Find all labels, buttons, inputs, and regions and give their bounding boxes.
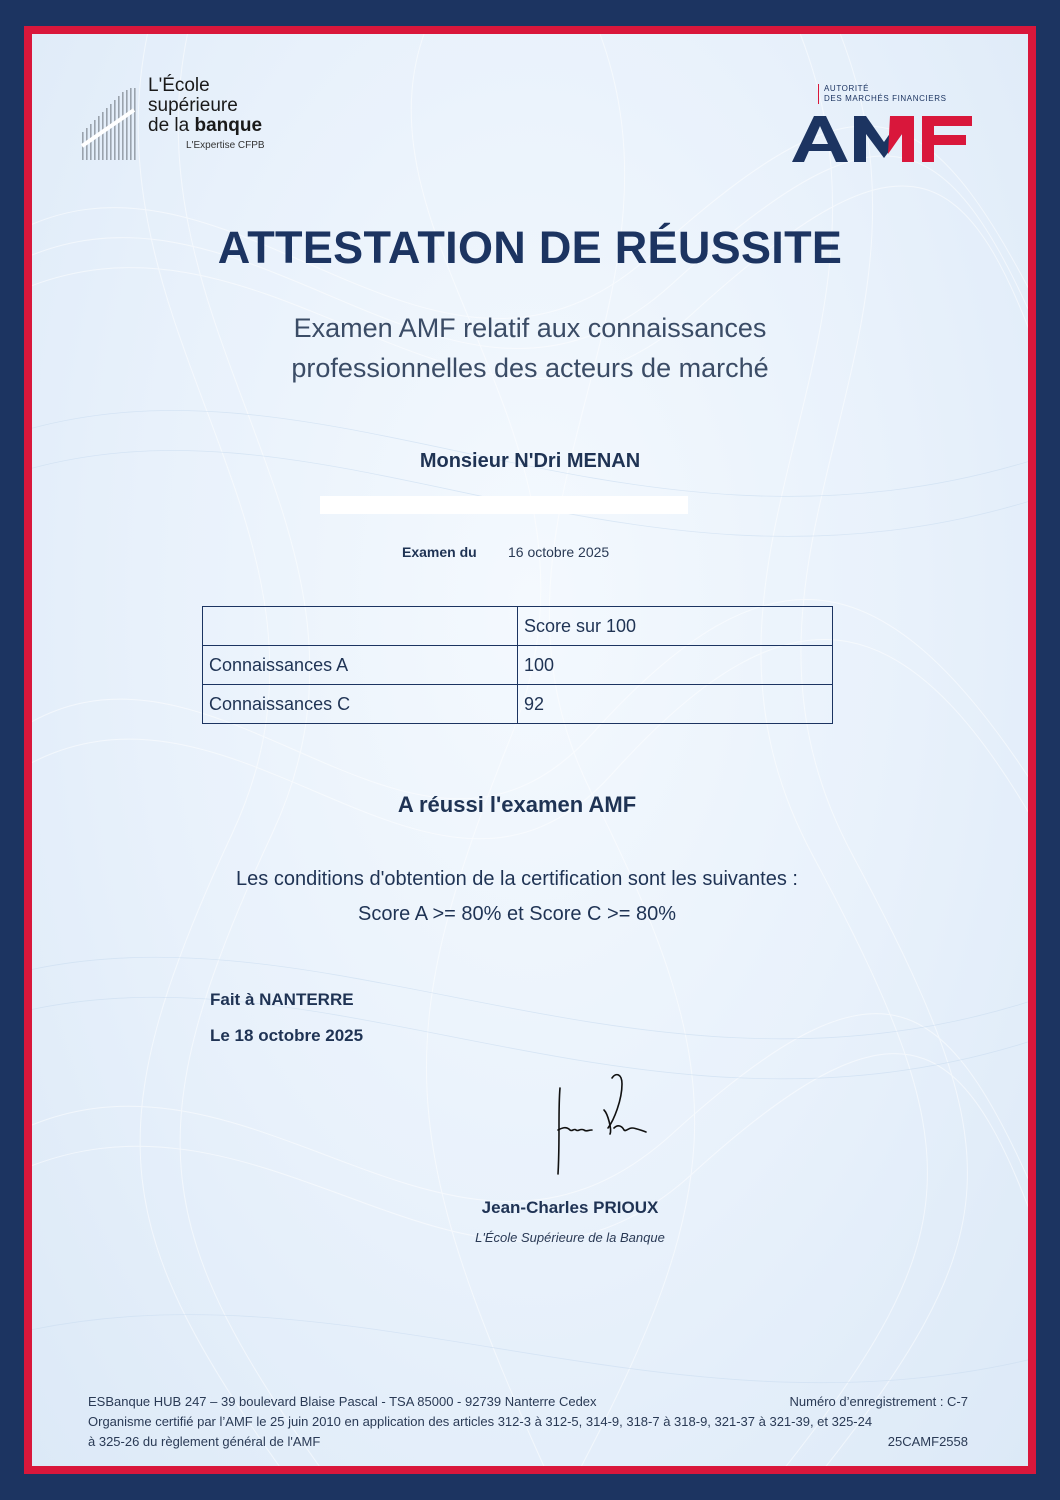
certificate-subtitle [32, 308, 1028, 388]
result-statement: A réussi l'examen AMF [397, 792, 637, 817]
esb-logo [80, 74, 320, 204]
footer-certification-line1: Organisme certifié par l’AMF le 25 juin 2010 en application des articles 312-3 à 312-5, 314-9, 318-7 à 318-9, 321-37 à 321-39, et 325-24 [88, 1414, 873, 1429]
table-cell: 100 [518, 646, 833, 685]
amf-logo-mark-icon [792, 114, 974, 164]
subtitle-line2: professionnelles des acteurs de marché [291, 353, 769, 383]
amf-logo [792, 84, 982, 174]
signature-image [542, 1070, 652, 1180]
table-row [203, 646, 833, 685]
esb-logo-line1: L'École [148, 75, 210, 96]
certificate-title: ATTESTATION DE RÉUSSITE [217, 222, 843, 273]
table-header-cell: Score sur 100 [518, 607, 833, 646]
table-row [203, 685, 833, 724]
table-header-cell [203, 607, 518, 646]
table-cell: Connaissances C [203, 685, 518, 724]
exam-date-value: 16 octobre 2025 [508, 544, 610, 560]
table-header-row [203, 607, 833, 646]
esb-logo-tagline: L'Expertise CFPB [186, 140, 265, 151]
esb-logo-mark-icon [80, 88, 142, 160]
footer-registration: Numéro d’enregistrement : C-7 [789, 1394, 968, 1409]
subtitle-line1: Examen AMF relatif aux connaissances [293, 313, 767, 343]
issue-place: Fait à NANTERRE [210, 990, 354, 1009]
conditions-line1: Les conditions d'obtention de la certification sont les suivantes : [236, 868, 798, 890]
conditions-line2: Score A >= 80% et Score C >= 80% [358, 903, 676, 925]
candidate-name: Monsieur N'Dri MENAN [419, 450, 641, 472]
table-cell: 92 [518, 685, 833, 724]
signatory-name: Jean-Charles PRIOUX [481, 1198, 659, 1217]
signatory-organisation: L'École Supérieure de la Banque [475, 1230, 665, 1245]
exam-date-label: Examen du [402, 544, 477, 560]
scores-table [202, 606, 833, 724]
amf-authority-label [818, 84, 947, 104]
footer-address: ESBanque HUB 247 – 39 boulevard Blaise Pascal - TSA 85000 - 92739 Nanterre Cedex [88, 1394, 597, 1409]
esb-logo-line3-prefix: de la [148, 115, 195, 136]
amf-authority-line2: DES MARCHÉS FINANCIERS [824, 94, 947, 103]
table-cell: Connaissances A [203, 646, 518, 685]
footer-certification-line2: à 325-26 du règlement général de l'AMF [88, 1434, 321, 1449]
issue-date: Le 18 octobre 2025 [210, 1026, 364, 1045]
certificate-paper [32, 34, 1028, 1466]
esb-logo-line2: supérieure [148, 95, 238, 116]
esb-logo-line3-bold: banque [194, 115, 263, 136]
esb-logo-line3 [148, 116, 262, 136]
footer-reference: 25CAMF2558 [887, 1434, 968, 1449]
amf-authority-line1: AUTORITÉ [824, 84, 870, 93]
redacted-field [320, 496, 688, 514]
